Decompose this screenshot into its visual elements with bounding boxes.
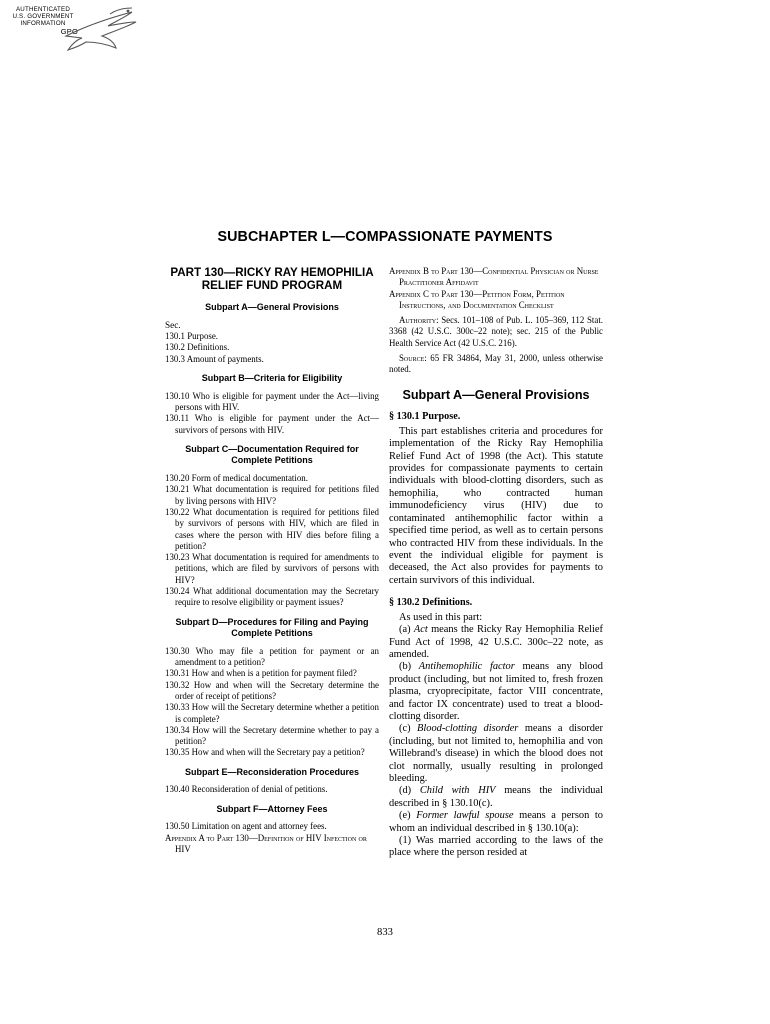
toc-subpart-b-heading: Subpart B—Criteria for Eligibility bbox=[201, 373, 343, 384]
definition-c-term: Blood-clotting disorder bbox=[417, 723, 519, 735]
definition-e-prefix: (e) bbox=[399, 810, 417, 822]
definition-b-prefix: (b) bbox=[399, 661, 419, 673]
right-column-body bbox=[389, 266, 603, 860]
definition-b-text: means any blood product (including, but not limited to, fresh frozen plasma, cryoprecipitate, factor VIII concentrate, and factor IX concentrate) used to treat a blood-clotting disorder. bbox=[389, 661, 604, 722]
toc-entry: 130.22 What documentation is required for petitions filed by survivors of persons with HIV, which are filed in cases where the person with HIV dies before filing a petition? bbox=[165, 506, 379, 551]
toc-entry: 130.20 Form of medical documentation. bbox=[165, 473, 308, 484]
toc-entry: 130.3 Amount of payments. bbox=[165, 353, 264, 364]
definition-c-text: means a disorder (including, but not limited to, hemophilia and von Willebrand's disease) in which the blood does not clot normally, usually resulting in prolonged bleeding. bbox=[389, 723, 604, 785]
toc-entry: 130.33 How will the Secretary determine whether a petition is complete? bbox=[165, 702, 379, 724]
part-title bbox=[165, 266, 379, 292]
eagle-icon bbox=[62, 6, 148, 54]
appendix-entry-a: Appendix A to Part 130—Definition of HIV Infection or HIV bbox=[165, 832, 367, 854]
definition-b-term: Antihemophilic factor bbox=[418, 661, 515, 673]
authority-note bbox=[389, 315, 603, 349]
definition-a-text: means the Ricky Ray Hemophilia Relief Fund Act of 1998, 42 U.S.C. 300c–22 note, as amended. bbox=[389, 624, 603, 660]
source-label: Source: bbox=[399, 353, 427, 364]
stamp-line-1: AUTHENTICATED bbox=[15, 6, 71, 13]
toc-entry: 130.32 How and when will the Secretary determine the order of receipt of petitions? bbox=[165, 679, 379, 701]
body-subpart-a-heading: Subpart A—General Provisions bbox=[402, 387, 590, 402]
appendix-entry-c: Appendix C to Part 130—Petition Form, Petition Instructions, and Documentation Checklist bbox=[389, 288, 565, 310]
toc-subpart-c-heading: Subpart C—Documentation Required for Complete Petitions bbox=[185, 443, 359, 466]
toc-entry: 130.31 How and when is a petition for payment filed? bbox=[165, 668, 357, 679]
toc-entry: 130.11 Who is eligible for payment under the Act—survivors of persons with HIV. bbox=[165, 413, 379, 435]
definition-a-term: Act bbox=[413, 624, 428, 636]
part-title-line-1: PART 130—RICKY RAY HEMOPHILIA bbox=[170, 266, 374, 279]
definition-e bbox=[389, 810, 603, 835]
toc-entry: 130.34 How will the Secretary determine whether to pay a petition? bbox=[165, 724, 379, 747]
definition-d-term: Child with HIV bbox=[419, 785, 496, 797]
toc-entry: 130.35 How and when will the Secretary pay a petition? bbox=[165, 747, 365, 758]
source-text: 65 FR 34864, May 31, 2000, unless otherwise noted. bbox=[389, 353, 603, 375]
appendix-entry-b: Appendix B to Part 130—Confidential Physician or Nurse Practitioner Affidavit bbox=[389, 266, 599, 288]
section-130-1-text: This part establishes criteria and procedures for implementation of the Ricky Ray Hemophilia Relief Fund Act of 1998 (the Act). This statute provides for compassionate payments to certain individuals with blood-clotting disorders, such as hemophilia, who contracted human immunodeficiency virus (HIV) due to contaminated antihemophilic factor within a specified time period, as well as to certain persons who contracted HIV from these individuals. In the event the individual eligible for payment is deceased, the Act also provides for payments to certain survivors of this individual. bbox=[389, 425, 603, 586]
toc-entry: 130.10 Who is eligible for payment under the Act—living persons with HIV. bbox=[165, 390, 379, 412]
definition-d-prefix: (d) bbox=[399, 785, 420, 797]
definition-c-prefix: (c) bbox=[399, 723, 418, 735]
page-number: 833 bbox=[377, 927, 393, 938]
definition-e-1: (1) Was married according to the laws of the place where the person resided at bbox=[389, 835, 603, 859]
source-note bbox=[389, 353, 603, 376]
gpo-authentication-stamp bbox=[8, 6, 148, 54]
sec-label: Sec. bbox=[165, 319, 181, 330]
toc-subpart-f-heading: Subpart F—Attorney Fees bbox=[216, 803, 328, 814]
toc-entry: 130.2 Definitions. bbox=[165, 342, 230, 353]
toc-entry: 130.30 Who may file a petition for payment or an amendment to a petition? bbox=[165, 645, 379, 668]
part-title-line-2: RELIEF FUND PROGRAM bbox=[201, 279, 343, 292]
stamp-line-3: INFORMATION bbox=[20, 20, 66, 27]
definition-b bbox=[389, 661, 603, 723]
subchapter-title: SUBCHAPTER L—COMPASSIONATE PAYMENTS bbox=[217, 229, 553, 245]
definition-e-text: means a person to whom an individual described in § 130.10(a): bbox=[389, 810, 603, 834]
toc-entry: 130.40 Reconsideration of denial of petitions. bbox=[165, 784, 328, 795]
toc-entry: 130.50 Limitation on agent and attorney fees. bbox=[165, 821, 327, 832]
stamp-line-2: U.S. GOVERNMENT bbox=[12, 13, 74, 20]
section-130-2-heading: § 130.2 Definitions. bbox=[389, 597, 473, 609]
definition-d-text: means the individual described in § 130.10(c). bbox=[389, 785, 603, 809]
definition-a bbox=[389, 624, 603, 661]
authority-text: Secs. 101–108 of Pub. L. 105–369, 112 Stat. 3368 (42 U.S.C. 300c–22 note); sec. 215 of the Public Health Service Act (42 U.S.C. 216). bbox=[389, 315, 604, 348]
toc-entry: 130.21 What documentation is required for petitions filed by living persons with HIV? bbox=[165, 484, 379, 506]
toc-entry: 130.24 What additional documentation may the Secretary require to resolve eligibility or payment issues? bbox=[165, 586, 379, 608]
definition-c bbox=[389, 723, 603, 785]
section-130-1-heading: § 130.1 Purpose. bbox=[389, 411, 461, 423]
toc-entry: 130.1 Purpose. bbox=[165, 331, 219, 342]
toc-entry: 130.23 What documentation is required for amendments to petitions, which are filed by survivors of persons with HIV? bbox=[165, 552, 379, 585]
stamp-name: GPO bbox=[60, 27, 78, 36]
definition-a-prefix: (a) bbox=[399, 624, 414, 636]
definition-d bbox=[389, 785, 603, 810]
authority-label: Authority: bbox=[399, 315, 439, 326]
definitions-intro: As used in this part: bbox=[399, 611, 483, 623]
toc-subpart-d-heading: Subpart D—Procedures for Filing and Paying Complete Petitions bbox=[175, 616, 369, 639]
toc-subpart-e-heading: Subpart E—Reconsideration Procedures bbox=[184, 766, 360, 777]
toc-subpart-a-heading: Subpart A—General Provisions bbox=[205, 302, 339, 312]
left-column-toc bbox=[165, 266, 379, 855]
definition-e-term: Former lawful spouse bbox=[416, 810, 514, 822]
